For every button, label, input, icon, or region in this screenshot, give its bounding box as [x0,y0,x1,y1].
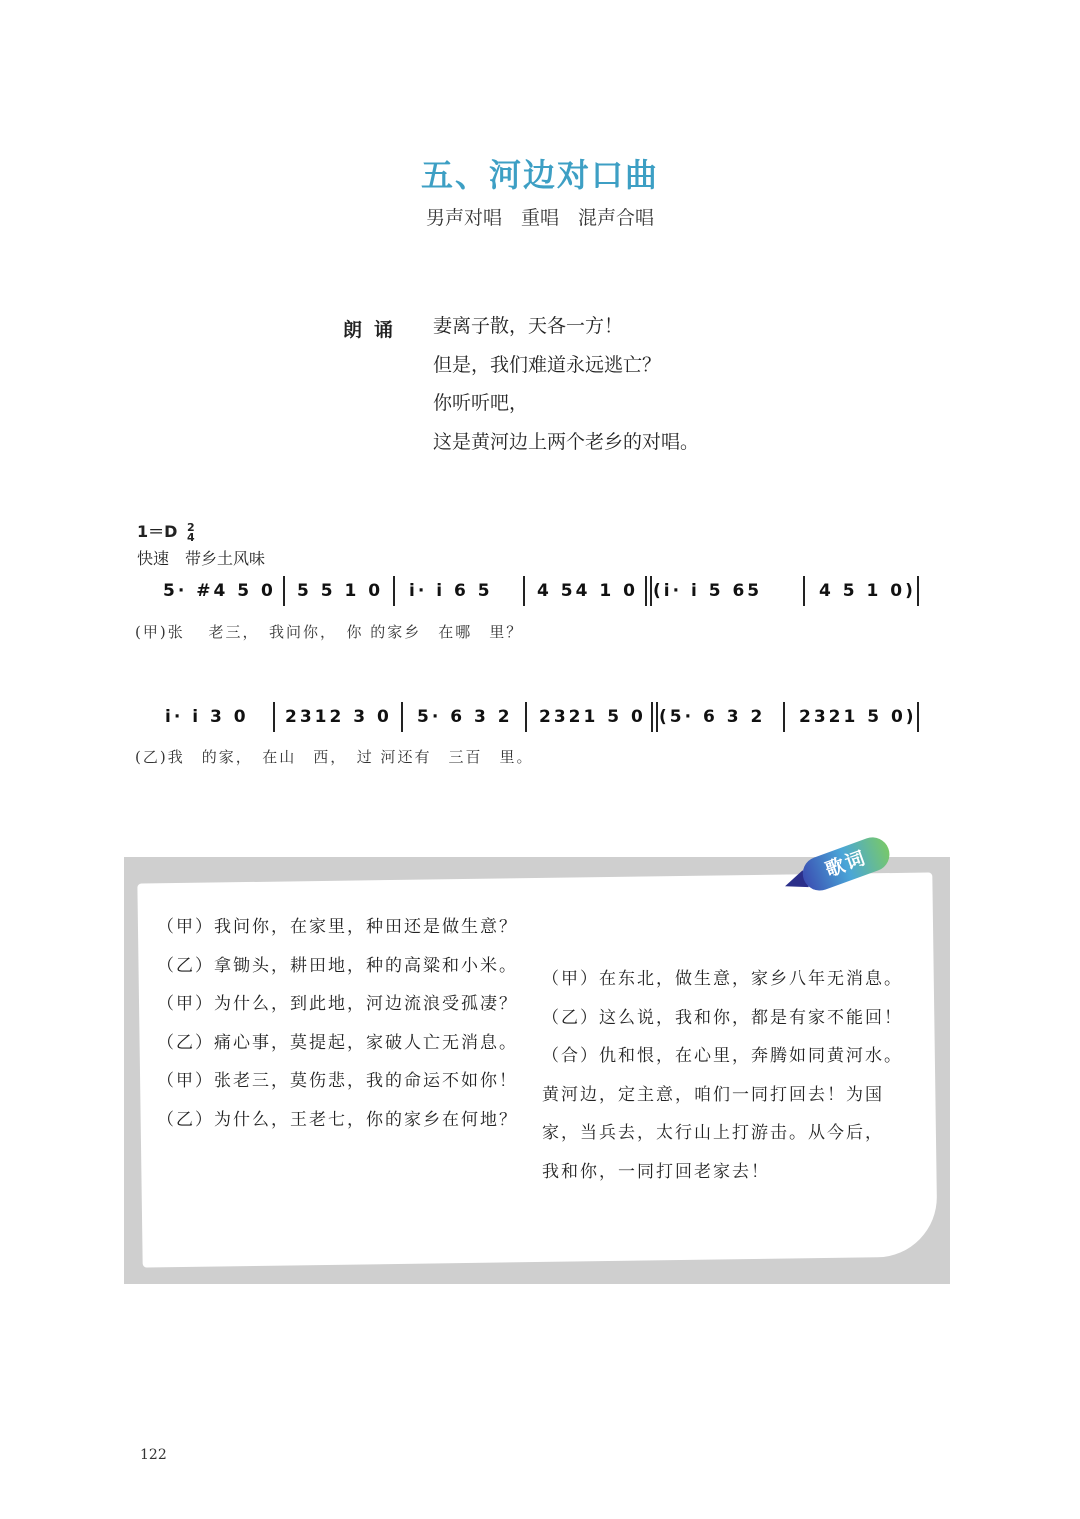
bar-line [393,576,395,606]
measure: 4 5 1 0) [819,581,916,601]
bar-line [803,576,805,606]
time-signature: 2 4 [187,520,195,544]
recitation-line: 但是，我们难道永远逃亡？ [433,353,662,376]
lyrics-line: （乙）拿锄头，耕田地，种的高粱和小米。 [157,955,518,976]
measure: 5· 6 3 2 [417,707,513,727]
measure: (i· i 5 65 [653,581,763,601]
bar-line [645,576,647,606]
lyrics-line: （合）仇和恨，在心里，奔腾如同黄河水。 [542,1046,903,1066]
bar-line [656,702,658,732]
lyrics-right-column [542,964,903,1195]
bar-line [273,702,275,732]
bar-line [651,702,653,732]
bar-line [650,576,652,606]
lyrics-line: （乙）这么说，我和你，都是有家不能回！ [542,1007,903,1028]
measure: 5 5 1 0 [297,581,384,601]
measure: 2321 5 0 [539,707,646,727]
lyrics-left-column [157,912,518,1143]
measure: i· i 6 5 [409,581,493,601]
key-signature [137,519,195,543]
key-text: 1＝D [137,522,178,541]
lyrics-line: （甲）张老三，莫伤悲，我的命运不如你！ [157,1071,518,1091]
recitation-line: 妻离子散，天各一方！ [433,315,624,337]
lyrics-line: 家，当兵去，太行山上打游击。从今后， [542,1123,884,1143]
recitation-lines [433,313,699,467]
measure: i· i 3 0 [165,707,249,727]
score-line-1 [135,574,920,608]
lyrics-line: （甲）我问你，在家里，种田还是做生意？ [157,917,518,937]
lyrics-line: 黄河边，定主意，咱们一同打回去！为国 [542,1084,884,1105]
bar-line [401,702,403,732]
measure: 5· #4 5 0 [163,581,276,601]
bar-line [917,702,919,732]
score-line-2 [135,700,920,734]
lyric-line-1: (甲)张 老三， 我问你， 你 的家乡 在哪 里？ [135,623,524,641]
measure: 2312 3 0 [285,707,392,727]
page-title: 五、河边对口曲 [420,156,659,194]
measure: (5· 6 3 2 [659,707,766,727]
bar-line [525,702,527,732]
lyrics-line: （甲）在东北，做生意，家乡八年无消息。 [542,969,903,989]
measure: 2321 5 0) [799,707,917,727]
lyrics-line: 我和你，一同打回老家去！ [542,1161,770,1182]
bar-line [917,576,919,606]
tempo-marking: 快速 带乡土风味 [137,549,266,568]
lyrics-line: （乙）痛心事，莫提起，家破人亡无消息。 [157,1032,518,1053]
lyrics-badge-label: 歌词 [798,833,894,896]
recitation-line: 你听听吧， [433,392,529,414]
measure: 4 54 1 0 [537,581,638,601]
lyrics-line: （甲）为什么，到此地，河边流浪受孤凄？ [157,994,518,1014]
bar-line [523,576,525,606]
bar-line [783,702,785,732]
bar-line [283,576,285,606]
lyrics-line: （乙）为什么，王老七，你的家乡在何地？ [157,1109,518,1130]
recitation-label: 朗诵 [343,319,406,341]
subtitle: 男声对唱 重唱 混声合唱 [425,207,654,229]
recitation-line: 这是黄河边上两个老乡的对唱。 [433,430,700,453]
page-number: 122 [140,1447,167,1463]
lyric-line-2: (乙)我 的家， 在山 西， 过 河还有 三百 里。 [135,748,534,766]
